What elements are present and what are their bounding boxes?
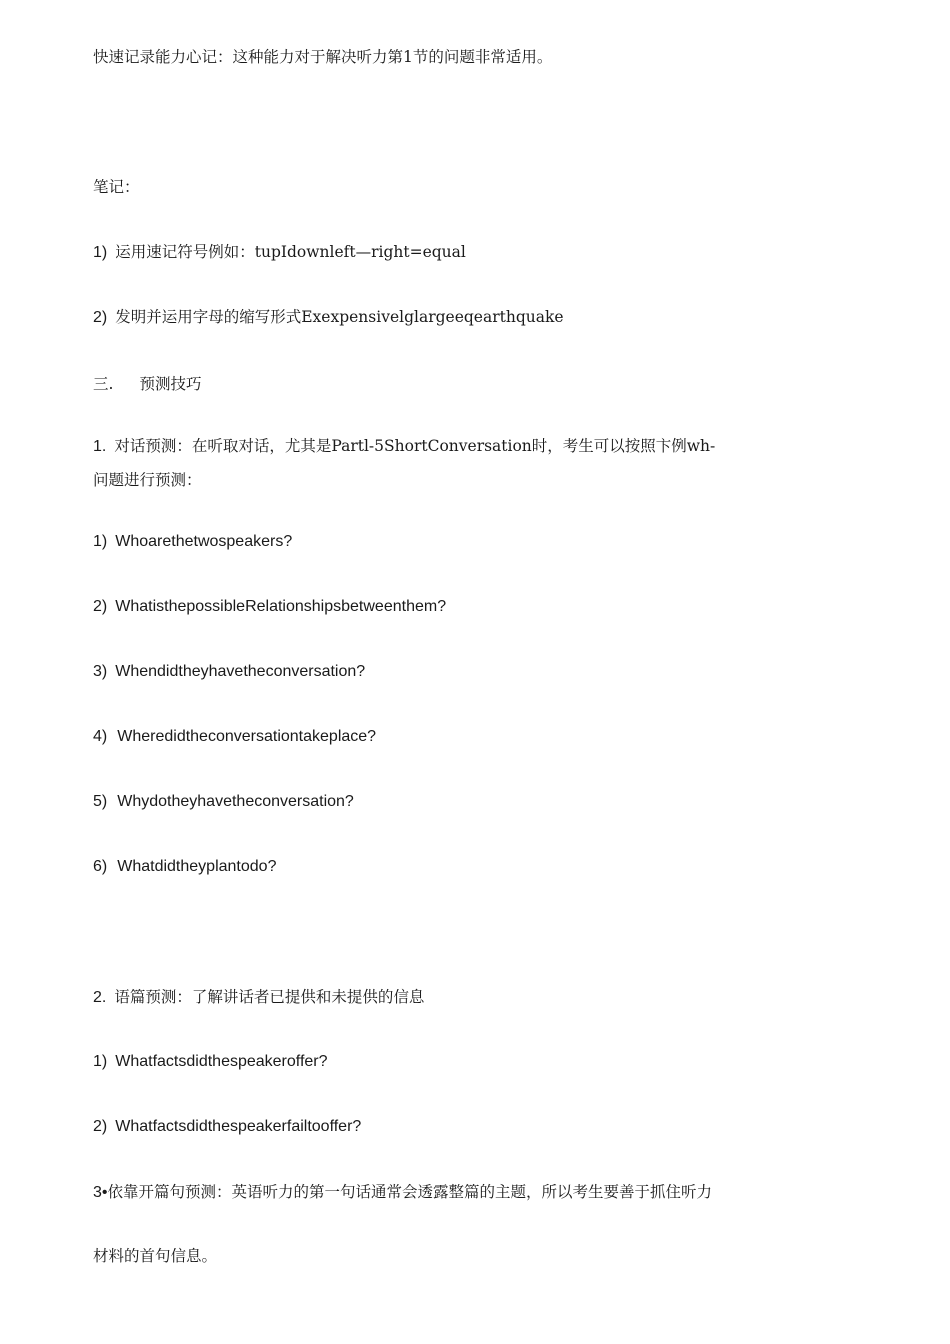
section-title: 预测技巧 [139,375,202,393]
list-number: 1) [93,244,108,261]
intro-paragraph [93,47,552,67]
note-item [93,307,564,328]
discourse-question-item [93,1117,361,1137]
section-number: 三. [93,375,114,393]
opening-prediction-paragraph [93,1182,712,1203]
dialog-prediction-paragraph [93,436,715,457]
list-number: 3) [93,663,108,680]
opening-prediction-text: 依靠开篇句预测：英语听力的第一句话通常会透露整篇的主题，所以考生要善于抓住听力 [107,1183,713,1201]
note-text: 发明并运用字母的缩写形式Exexpensivelglargeeqearthquake [115,308,564,326]
question-text: Whoarethetwospeakers? [115,533,293,550]
discourse-question-item [93,1052,328,1072]
dialog-prediction-continued: 问题进行预测： [93,471,202,489]
intro-text: 快速记录能力心记：这种能力对于解决听力第1节的问题非常适用。 [93,48,553,66]
question-text: WhatisthepossibleRelationshipsbetweenthem? [115,598,447,615]
question-text: Whydotheyhavetheconversation? [117,793,354,810]
note-item [93,242,466,263]
discourse-prediction-paragraph [93,987,424,1008]
list-number: 2) [93,598,108,615]
question-text: Whatdidtheyplantodo? [117,858,277,875]
wh-question-item [93,532,292,552]
list-number: 1) [93,533,108,550]
list-number: 2) [93,1118,108,1135]
section-heading [93,374,201,394]
list-number: 5) [93,793,108,810]
dialog-prediction-text: 对话预测：在听取对话，尤其是Partl-5ShortConversation时，考生可以按照卞例wh- [114,437,716,455]
note-text: 运用速记符号例如：tupIdownleft—right=equal [115,243,466,261]
opening-prediction-continued: 材料的首句信息。 [93,1247,218,1265]
wh-question-item [93,857,276,877]
list-number: 2) [93,309,108,326]
list-number: 4) [93,728,108,745]
list-number: 1. [93,438,107,455]
list-number: 6) [93,858,108,875]
question-text: Whatfactsdidthespeakeroffer? [115,1053,328,1070]
notes-heading: 笔记： [93,178,140,196]
list-number: 3• [93,1184,108,1201]
question-text: Whendidtheyhavetheconversation? [115,663,366,680]
wh-question-item [93,597,446,617]
discourse-prediction-text: 语篇预测：了解讲话者已提供和未提供的信息 [114,988,425,1006]
wh-question-item [93,662,365,682]
list-number: 1) [93,1053,108,1070]
list-number: 2. [93,989,107,1006]
question-text: Wheredidtheconversationtakeplace? [117,728,377,745]
wh-question-item [93,727,376,747]
wh-question-item [93,792,354,812]
question-text: Whatfactsdidthespeakerfailtooffer? [115,1118,362,1135]
